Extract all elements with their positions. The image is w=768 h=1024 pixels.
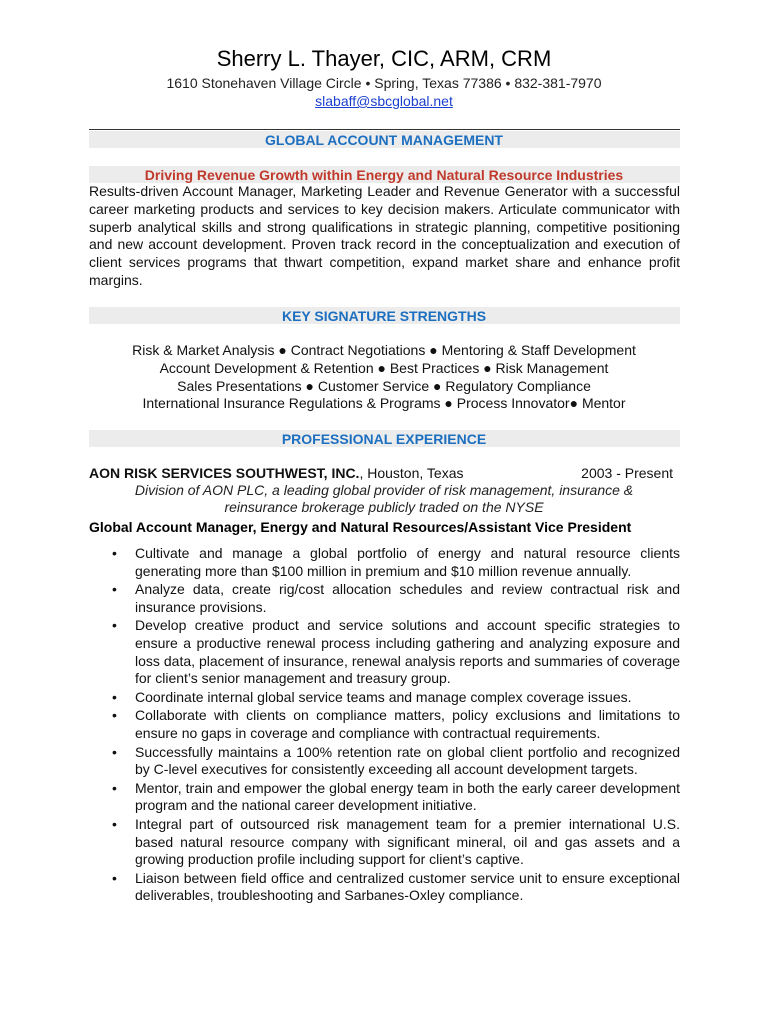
company-description-line: Division of AON PLC, a leading global provider of risk management, insurance &	[134, 482, 634, 498]
company-description-line: reinsurance brokerage publicly traded on the NYSE	[224, 499, 544, 515]
employment-dates: 2003 - Present	[581, 465, 673, 481]
bullet-icon: •	[112, 688, 117, 705]
bullet-icon: •	[112, 869, 117, 886]
bullet-icon: •	[112, 743, 117, 760]
email-link[interactable]: slabaff@sbcglobal.net	[315, 93, 453, 109]
contact-line: 1610 Stonehaven Village Circle • Spring, Texas 77386 • 832-381-7970	[166, 75, 602, 91]
section-title-global: GLOBAL ACCOUNT MANAGEMENT	[265, 132, 503, 148]
list-item	[89, 780, 680, 815]
company-name: AON RISK SERVICES SOUTHWEST, INC.	[89, 465, 360, 481]
header-divider	[89, 129, 680, 130]
bullet-icon: •	[112, 545, 117, 561]
bullet-icon: •	[112, 815, 117, 832]
list-item-text: Develop creative product and service solutions and account specific strategies to ensure a productive renewal process including gathering and analyzing exposure and loss data, placement of insurance, renewal analysis reports and summaries of coverage for client’s senior management and treasury group.	[135, 617, 680, 687]
list-item	[89, 707, 680, 742]
list-item-text: Analyze data, create rig/cost allocation schedules and review contractual risk and insurance provisions.	[135, 581, 680, 615]
list-item	[89, 581, 680, 616]
list-item-text: Successfully maintains a 100% retention rate on global client portfolio and recognized by C-level executives for consistently exceeding all account development targets.	[135, 743, 680, 778]
strengths-list	[0, 342, 768, 413]
list-item-text: Integral part of outsourced risk management team for a premier international U.S. based natural resource company with significant mineral, oil and gas assets and a growing production profile including support for client’s captive.	[135, 815, 680, 868]
strengths-line: Risk & Market Analysis ● Contract Negotiations ● Mentoring & Staff Development	[132, 342, 636, 358]
bullet-icon: •	[112, 779, 117, 796]
list-item	[89, 617, 680, 687]
strengths-line: Sales Presentations ● Customer Service ● Regulatory Compliance	[177, 377, 591, 394]
list-item-text: Collaborate with clients on compliance matters, policy exclusions and limitations to ensure no gaps in coverage and compliance with contractual requirements.	[135, 707, 680, 741]
bullet-icon: •	[112, 617, 117, 634]
list-item-text: Coordinate internal global service teams and manage complex coverage issues.	[135, 688, 632, 705]
company-location: , Houston, Texas	[359, 465, 464, 481]
list-item	[89, 689, 680, 707]
candidate-name: Sherry L. Thayer, CIC, ARM, CRM	[216, 46, 552, 71]
list-item	[89, 870, 680, 905]
strengths-line: Account Development & Retention ● Best Practices ● Risk Management	[159, 359, 609, 376]
list-item	[89, 545, 680, 580]
strengths-line: International Insurance Regulations & Programs ● Process Innovator● Mentor	[142, 395, 626, 412]
company-description	[100, 482, 668, 516]
list-item-text: Mentor, train and empower the global energy team in both the early career development program and the national career development initiative.	[135, 779, 680, 814]
responsibilities-list	[89, 545, 680, 906]
bullet-icon: •	[112, 581, 117, 598]
section-subtitle: Driving Revenue Growth within Energy and Natural Resource Industries	[144, 167, 624, 183]
summary-paragraph: Results-driven Account Manager, Marketing Leader and Revenue Generator with a successful career marketing products and services to key decision makers. Articulate communicator with superb analytical skills and strong qualifications in strategic planning, competitive positioning and new account development. Proven track record in the conceptualization and execution of client services programs that thwart competition, expand market share and enhance profit margins.	[89, 183, 680, 288]
list-item	[89, 816, 680, 869]
bullet-icon: •	[112, 707, 117, 724]
list-item-text: Liaison between field office and centralized customer service unit to ensure exceptional deliverables, troubleshooting and Sarbanes-Oxley compliance.	[135, 869, 680, 904]
list-item	[89, 744, 680, 779]
position-title: Global Account Manager, Energy and Natural Resources/Assistant Vice President	[89, 519, 632, 535]
section-title-experience: PROFESSIONAL EXPERIENCE	[281, 431, 487, 447]
list-item-text: Cultivate and manage a global portfolio of energy and natural resource clients generating more than $100 million in premium and $10 million revenue annually.	[135, 545, 680, 579]
employer-line	[89, 464, 680, 482]
section-title-strengths: KEY SIGNATURE STRENGTHS	[281, 308, 487, 324]
